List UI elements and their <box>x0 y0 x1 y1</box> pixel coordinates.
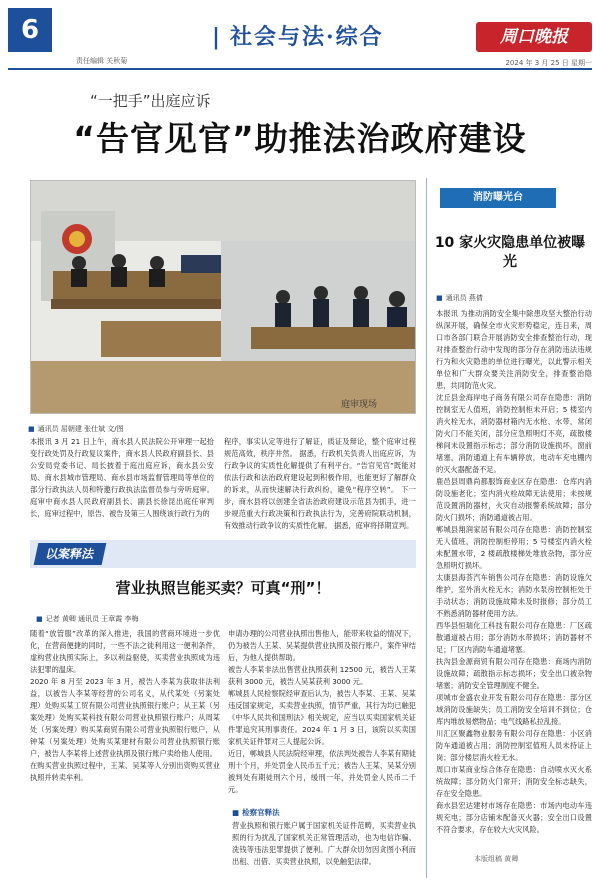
fire-column-tag: 消防曝光台 <box>440 188 556 208</box>
kicker: “一把手”出庭应诉 <box>90 92 211 110</box>
photo-credit <box>28 424 124 434</box>
lower-byline <box>36 614 139 624</box>
footer-editor: 本版组稿 黄卿 <box>474 855 519 863</box>
main-headline: “告官见官”助推法治政府建设 <box>73 119 527 158</box>
note-title-text: 检察官释法 <box>242 808 280 817</box>
photo-watermark: 庭审现场 <box>341 400 378 410</box>
photo-credit-text: 通讯员 屈朝建 张仕斌 文/图 <box>37 425 124 433</box>
section-banner <box>30 540 416 568</box>
fire-byline <box>436 293 483 303</box>
masthead <box>8 8 592 72</box>
fire-article-body: 本报讯 为推动消防安全集中除患攻坚大整治行动纵深开展，确保全市火灾形势稳定，连日来，周口市各部门联合开展消防安全排查整治行动，现对排查整治行动中发现的部分存在消防违法违规行为和火灾隐患的单位进行曝光，以此警示相关单位和广大群众要关注消防安全，排查整治隐患，共同防范火灾。 沈丘县金海岸电子商务有限公司存在隐患：消防控制室无人值班，消防控制柜未开启；5 楼室内消火栓无水，消防器材箱内无水枪、水带，常闭防火门不能关闭，部分应急照明灯不亮，疏散楼梯间未设置指示标志；部分消防设施损坏，窗前堵塞，消防通道上有车辆停放，电动车充电棚内的灭火器配备不足。 鹿邑县周鼎尚都服饰商业区存在隐患：仓库内消防设施老化；室内消火栓故障无法使用；未按规范设置消防器材，火灾自动报警系统故障；部分防火门损坏；消防通道被占用。 郸城县翔润家居有限公司存在隐患：消防控制室无人值班，消防控制柜停用；5 号楼室内消火栓未配置水带，2 楼疏散楼梯处堆放杂物，部分应急照明灯损坏。 太康县海荟汽车销售公司存在隐患：消防设施欠维护，室外消火栓无水；消防水泵房控制柜处于手动状态；消防设施故障未及时报修；部分员工不熟悉消防器材使用方法。 西华县恒瑞化工科技有限公司存在隐患：厂区疏散通道被占用；部分消防水带损坏；消防器材不足；厂区内消防车通道堵塞。 扶沟县金源商贸有限公司存在隐患：商场内消防设施故障；疏散指示标志损坏；安全出口被杂物堵塞；消防安全管理制度不健全。 项城市金盛农业开发有限公司存在隐患：部分区域消防设施缺失；员工消防安全培训不到位；仓库内堆放易燃物品；电气线路私拉乱接。 川汇区聚鑫物业服务有限公司存在隐患：小区消防车通道被占用；消防控制室值班人员未持证上岗；部分楼层消火栓无水。 周口市某商业综合体存在隐患：自动喷水灭火系统故障；部分防火门常开；消防安全标志缺失，存在安全隐患。 商水县宏达建材市场存在隐患：市场内电动车违规充电；部分店铺未配备灭火器；安全出口设置不符合要求，存在较大火灾风险。 <box>436 309 592 834</box>
banner-label: 以案释法 <box>34 543 107 565</box>
square-bullet-icon: ■ <box>28 425 35 433</box>
divider-bar: | <box>212 24 223 50</box>
lower-article-col2: 申请办理的公司营业执照出售他人，能带来收益的情况下，仍为被告人王某、吴某提供营业执照及银行账户，案件审结后，为他人提供帮助。 被告人李某非法出售营业执照获利 12500 元，被告人王某获利 3000 元，被告人吴某获利 3000 元。 郸城县人民检察院经审查后认为，被告人李某、王某、吴某违反国家规定，买卖营业执照，情节严重，其行为均已触犯《中华人民共和国刑法》相关规定，应当以买卖国家机关证件罪追究其刑事责任。2024 年 1 月 3 日，该院以买卖国家机关证件罪对三人提起公诉。 近日，郸城县人民法院经审理，依法判处被告人李某有期徒刑十个月，并处罚金人民币五千元；被告人王某、吴某分别被判处有期徒刑六个月，缓刑一年，并处罚金人民币二千元。 <box>228 629 416 794</box>
section-name: 社会与法·综合 <box>230 24 384 50</box>
square-bullet-icon: ■ <box>36 615 43 623</box>
note-body: 营业执照和银行账户属于国家机关证件范畴，买卖营业执照的行为扰乱了国家机关正常管理活动，也为电信诈骗、洗钱等违法犯罪提供了便利。广大群众切勿因贪图小利而出租、出借、买卖营业执照，以免触犯法律。 <box>232 821 416 866</box>
note-title <box>232 807 280 818</box>
square-bullet-icon: ■ <box>232 808 240 817</box>
square-bullet-icon: ■ <box>436 294 443 302</box>
lower-article-col1: 随着“放管服”改革的深入推进，我国的营商环境进一步优化，在营商便捷的同时，一些不法之徒利用这一便利条件，虚构营业执照实际上，多以利益驱使，买卖营业执照成为违法犯罪的温床。 2020 年 8 月至 2023 年 3 月，被告人李某为获取非法利益，以被告人李某等经营的公司名义，从代某处（另案处理）处购买某工贸有限公司营业执照银行账户；从王某（另案处理）处购买某科技有限公司营业执照银行账户；从周某处（另案处理）购买某商贸有限公司营业执照银行账户，从钟某（另案处理）处购买某建材有限公司营业执照银行账户，被告人李某将上述营业执照及银行账户卖给他人使用。 在购买营业执照过程中，王某、吴某等人分别出资购买营业执照并转卖牟利。 <box>30 629 220 782</box>
lower-byline-text: 记者 黄卿 通讯员 王章霞 李梅 <box>45 615 139 623</box>
main-article-col1: 本报讯 3 月 21 日上午，商水县人民法院公开审理一起拾变行政处罚及行政复议案件，商水县人民政府副县长、县公安局党委书记、局长披着于庭出庭应诉，商水县公安局、商水县城市管理局、商水县市场监督管理局等单位的部分行政执法人员和特邀行政执法监督员参与旁听庭审。 庭审中商水县人民政府副县长、副县长徐昆出庭任审判长，庭审过程中，原告、被告及第三人围绕该行政行为的 <box>30 437 214 518</box>
dateline: 2024 年 3 月 25 日 星期一 <box>505 59 592 67</box>
main-article-col2: 程序，事实认定等进行了解证，质证及辩论，整个庭审过程规范高效，秩序井然。 据悉，行政机关负责人出庭应诉，为行政争议的实质性化解提供了有利平台。“告官见官”既能对依法行政和法治政府建设起到积极作用，也能更好了解群众的诉求，从而快速解决行政纠纷，避免“程序空转”。 下一步，商水县将以创建全省法治政府建设示范县为抓手，进一步规范重大行政决策和行政执法行为，完善府院联动机制，有效推动行政争议的实质性化解。 据悉，庭审将择期宣判。 <box>224 437 416 530</box>
column-divider <box>426 178 427 878</box>
section-title <box>212 22 384 52</box>
editor-credit: 责任编辑 关秋菊 <box>76 57 128 65</box>
lower-headline: 营业执照岂能买卖？可真“刑”！ <box>115 579 331 597</box>
fire-headline: 10 家火灾隐患单位被曝光 <box>434 235 586 270</box>
page-number: 6 <box>8 8 52 52</box>
newspaper-logo: 周口晚报 <box>476 22 592 52</box>
masthead-rule <box>8 68 592 70</box>
fire-byline-text: 通讯员 燕倩 <box>445 294 483 302</box>
courtroom-photo <box>30 180 416 414</box>
courtroom-illustration <box>31 181 416 414</box>
